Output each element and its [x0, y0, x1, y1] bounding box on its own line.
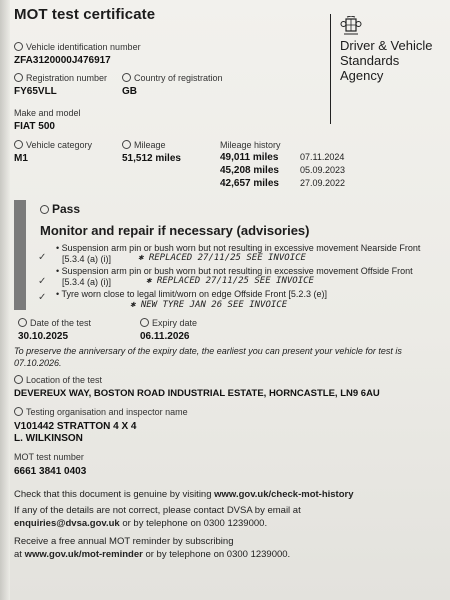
expiry-date-label: Expiry date [140, 318, 197, 328]
reminder-contact-line: at www.gov.uk/mot-reminder or by telephone on 0300 1239000. [14, 549, 291, 560]
test-date-value: 30.10.2025 [18, 331, 69, 342]
vin-value: ZFA3120000J476917 [14, 55, 111, 66]
info-icon [14, 73, 23, 82]
history-date-3: 27.09.2022 [300, 178, 346, 188]
agency-divider [330, 14, 331, 124]
info-icon [14, 375, 23, 384]
advisory-2-handwritten-note: ✱ REPLACED 27/11/25 SEE INVOICE [146, 276, 314, 286]
test-number-value: 6661 3841 0403 [14, 466, 87, 477]
advisory-1: • Suspension arm pin or bush worn but not resulting in excessive movement Nearside Front [56, 243, 421, 253]
make-label: Make and model [14, 108, 81, 118]
mot-reminder-link: www.gov.uk/mot-reminder [24, 549, 143, 560]
info-icon [14, 407, 23, 416]
reg-value: FY65VLL [14, 86, 57, 97]
advisory-3-handwritten-note: ✱ NEW TYRE JAN 26 SEE INVOICE [130, 300, 288, 310]
info-icon [40, 205, 49, 214]
category-value: M1 [14, 153, 28, 164]
mileage-value: 51,512 miles [122, 153, 181, 164]
advisory-3: • Tyre worn close to legal limit/worn on edge Offside Front [5.2.3 (e)] [56, 289, 327, 299]
advisory-1-handwritten-note: ✱ REPLACED 27/11/25 SEE INVOICE [138, 253, 306, 263]
info-icon [14, 42, 23, 51]
advisory-2-code: [5.3.4 (a) (i)] [62, 277, 112, 287]
pass-bar [14, 200, 26, 310]
history-miles-2: 45,208 miles [220, 165, 279, 176]
info-icon [140, 318, 149, 327]
agency-name: Driver & Vehicle Standards Agency [340, 38, 433, 83]
mileage-label: Mileage [122, 140, 166, 150]
tick-mark-icon: ✓ [38, 276, 47, 287]
country-value: GB [122, 86, 137, 97]
tick-mark-icon: ✓ [38, 292, 47, 303]
advisories-title: Monitor and repair if necessary (advisories) [40, 223, 310, 238]
test-number-label: MOT test number [14, 452, 84, 462]
inspector-name: L. WILKINSON [14, 433, 83, 444]
expiry-date-value: 06.11.2026 [140, 331, 190, 342]
preserve-anniversary-text: To preserve the anniversary of the expiry date, the earliest you can present your vehicle for test is [14, 346, 402, 356]
dvsa-email: enquiries@dvsa.gov.uk [14, 518, 120, 529]
page-shadow [0, 0, 10, 600]
history-miles-3: 42,657 miles [220, 178, 279, 189]
advisory-1-code: [5.3.4 (a) (i)] [62, 254, 112, 264]
country-label: Country of registration [122, 73, 223, 83]
category-label: Vehicle category [14, 140, 92, 150]
location-value: DEVEREUX WAY, BOSTON ROAD INDUSTRIAL ESTATE, HORNCASTLE, LN9 6AU [14, 388, 380, 399]
vin-label: Vehicle identification number [14, 42, 141, 52]
mileage-history-label: Mileage history [220, 140, 281, 150]
reg-label: Registration number [14, 73, 107, 83]
history-date-2: 05.09.2023 [300, 165, 346, 175]
test-date-label: Date of the test [18, 318, 91, 328]
org-label: Testing organisation and inspector name [14, 407, 188, 417]
info-icon [122, 140, 131, 149]
info-icon [18, 318, 27, 327]
incorrect-contact-line: enquiries@dvsa.gov.uk or by telephone on 0300 1239000. [14, 518, 268, 529]
history-date-1: 07.11.2024 [300, 152, 345, 162]
earliest-test-date: 07.10.2026. [14, 358, 62, 368]
info-icon [122, 73, 131, 82]
check-genuine-text: Check that this document is genuine by visiting www.gov.uk/check-mot-history [14, 489, 354, 500]
org-line-1: V101442 STRATTON 4 X 4 [14, 421, 137, 432]
royal-crest-icon [340, 16, 362, 36]
history-miles-1: 49,011 miles [220, 152, 279, 163]
advisory-2: • Suspension arm pin or bush worn but not resulting in excessive movement Offside Front [56, 266, 413, 276]
result-pass: Pass [40, 202, 80, 216]
reminder-text: Receive a free annual MOT reminder by subscribing [14, 536, 234, 547]
certificate-title: MOT test certificate [14, 6, 156, 23]
tick-mark-icon: ✓ [38, 252, 47, 263]
incorrect-details-text: If any of the details are not correct, please contact DVSA by email at [14, 505, 301, 516]
check-mot-history-link: www.gov.uk/check-mot-history [214, 489, 354, 500]
location-label: Location of the test [14, 375, 102, 385]
make-value: FIAT 500 [14, 121, 55, 132]
info-icon [14, 140, 23, 149]
